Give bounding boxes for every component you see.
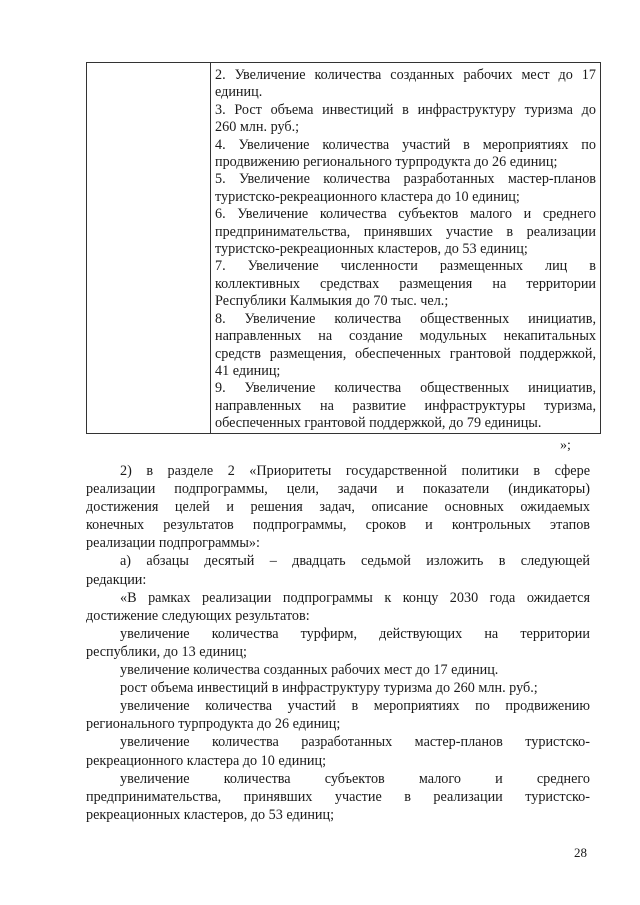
- paragraph-line: предпринимательства, принявших участие в реализации туристско-: [86, 788, 590, 805]
- paragraph-line: увеличение количества разработанных мастер-планов туристско-: [120, 734, 590, 751]
- paragraph-line: а) абзацы десятый – двадцать седьмой изложить в следующей: [120, 553, 590, 570]
- table-text-line: 8. Увеличение количества общественных инициатив,: [215, 310, 596, 327]
- page-number: 28: [574, 845, 587, 860]
- table-text-line: 5. Увеличение количества разработанных мастер-планов: [215, 171, 596, 188]
- indicators-table: [86, 62, 601, 434]
- table-text-line: средств размещения, обеспеченных грантовой поддержкой,: [215, 345, 596, 362]
- table-text-line: направленных на создание модульных некапитальных: [215, 328, 596, 345]
- table-text-line: предпринимательства, принявших участие в реализации: [215, 223, 596, 240]
- table-text-line: единиц.: [215, 84, 263, 101]
- table-text-line: 3. Рост объема инвестиций в инфраструктуру туризма до: [215, 101, 596, 118]
- body-text: [86, 462, 590, 824]
- paragraph-line: регионального турпродукта до 26 единиц;: [86, 716, 341, 733]
- table-text-line: 9. Увеличение количества общественных инициатив,: [215, 380, 596, 397]
- paragraph-line: рост объема инвестиций в инфраструктуру туризма до 260 млн. руб.;: [120, 680, 538, 697]
- table-left-column: [87, 63, 211, 433]
- paragraph-line: республики, до 13 единиц;: [86, 643, 247, 660]
- paragraph-line: редакции:: [86, 571, 147, 588]
- table-text-line: 41 единиц;: [215, 362, 281, 379]
- paragraph-line: увеличение количества турфирм, действующих на территории: [120, 625, 590, 642]
- table-text-line: Республики Калмыкия до 70 тыс. чел.;: [215, 293, 449, 310]
- paragraph-line: «В рамках реализации подпрограммы к концу 2030 года ожидается: [120, 589, 590, 606]
- table-text-line: туристско-рекреационного кластера до 10 единиц;: [215, 188, 520, 205]
- table-text-line: продвижению регионального турпродукта до 26 единиц;: [215, 154, 558, 171]
- paragraph-line: реализации подпрограммы»:: [86, 535, 260, 552]
- paragraph-line: увеличение количества субъектов малого и среднего: [120, 770, 590, 787]
- paragraph-line: 2) в разделе 2 «Приоритеты государственной политики в сфере: [120, 463, 590, 479]
- table-text-line: 2. Увеличение количества созданных рабочих мест до 17: [215, 67, 596, 83]
- paragraph-line: достижения целей и решения задач, описание основных ожидаемых: [86, 499, 590, 516]
- table-text-line: коллективных средствах размещения на территории: [215, 275, 596, 292]
- paragraph-line: увеличение количества созданных рабочих мест до 17 единиц.: [120, 662, 499, 679]
- table-text-line: направленных на развитие инфраструктуры туризма,: [215, 397, 596, 414]
- paragraph-line: рекреационных кластеров, до 53 единиц;: [86, 806, 335, 823]
- table-text-line: обеспеченных грантовой поддержкой, до 79 единицы.: [215, 415, 542, 432]
- paragraph-line: реализации подпрограммы, цели, задачи и показатели (индикаторы): [86, 481, 590, 498]
- table-text-line: 6. Увеличение количества субъектов малого и среднего: [215, 206, 596, 223]
- closing-quote: »;: [560, 438, 571, 453]
- paragraph-line: достижение следующих результатов:: [86, 607, 310, 624]
- paragraph-line: увеличение количества участий в мероприятиях по продвижению: [120, 698, 590, 715]
- table-text-line: 4. Увеличение количества участий в мероприятиях по: [215, 136, 596, 153]
- table-text-line: 260 млн. руб.;: [215, 119, 300, 136]
- table-text-line: туристско-рекреационных кластеров, до 53 единиц;: [215, 241, 528, 258]
- table-text-line: 7. Увеличение численности размещенных лиц в: [215, 258, 596, 275]
- paragraph-line: рекреационного кластера до 10 единиц;: [86, 752, 327, 769]
- paragraph-line: конечных результатов подпрограммы, сроков и контрольных этапов: [86, 517, 590, 534]
- table-right-column: [211, 63, 600, 433]
